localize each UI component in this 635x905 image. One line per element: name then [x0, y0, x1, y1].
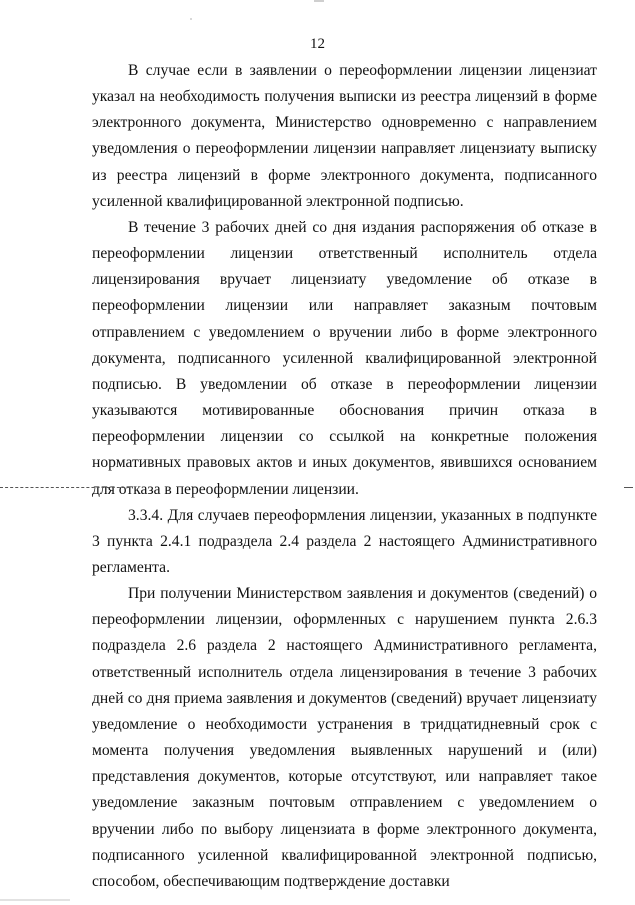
page-number: 12	[310, 36, 325, 52]
scan-artifact-top	[314, 0, 324, 2]
scan-artifact-bottom	[0, 899, 70, 901]
scan-line-right	[624, 487, 633, 488]
paragraph-violations-notice: При получении Министерством заявления и документов (сведений) о переоформлении лицензии, оформленных с нарушением пункта 2.6.3 подраздела 2.6 раздела 2 настоящего Административного регламента, ответственный исполнитель отдела лицензирования в течение 3 рабочих дней со дня приема заявления и документов (сведений) вручает лицензиату уведомление о необходимости устранения в тридцатидневный срок с момента получения уведомления выявленных нарушений и (или) представления документов, которые отсутствуют, или направляет такое уведомление заказным почтовым отправлением с уведомлением о вручении либо по выбору лицензиата в форме электронного документа, подписанного усиленной квалифицированной электронной подписью, способом, обеспечивающим подтверждение доставки	[92, 585, 597, 890]
scan-line-left	[0, 487, 130, 488]
paragraph-clause-3-3-4: 3.3.4. Для случаев переоформления лицензии, указанных в подпункте 3 пункта 2.4.1 подраздела 2.4 раздела 2 настоящего Административного регламента.	[92, 506, 597, 576]
paragraph-extract-notice: В случае если в заявлении о переоформлении лицензии лицензиат указал на необходимость получения выписки из реестра лицензий в форме электронного документа, Министерство одновременно с направлением уведомления о переоформлении лицензии направляет лицензиату выписку из реестра лицензий в форме электронного документа, подписанного усиленной квалифицированной электронной подписью.	[92, 62, 597, 210]
body-text	[92, 58, 597, 895]
scan-artifact-dot	[190, 18, 192, 20]
paragraph-refusal-notice: В течение 3 рабочих дней со дня издания распоряжения об отказе в переоформлении лицензии ответственный исполнитель отдела лицензирования вручает лицензиату уведомление об отказе в переоформлении лицензии или направляет заказным почтовым отправлением с уведомлением о вручении либо в форме электронного документа, подписанного усиленной квалифицированной электронной подписью. В уведомлении об отказе в переоформлении лицензии указываются мотивированные обоснования причин отказа в переоформлении лицензии со ссылкой на конкретные положения нормативных правовых актов и иных документов, явившихся основанием для отказа в переоформлении лицензии.	[92, 218, 597, 498]
